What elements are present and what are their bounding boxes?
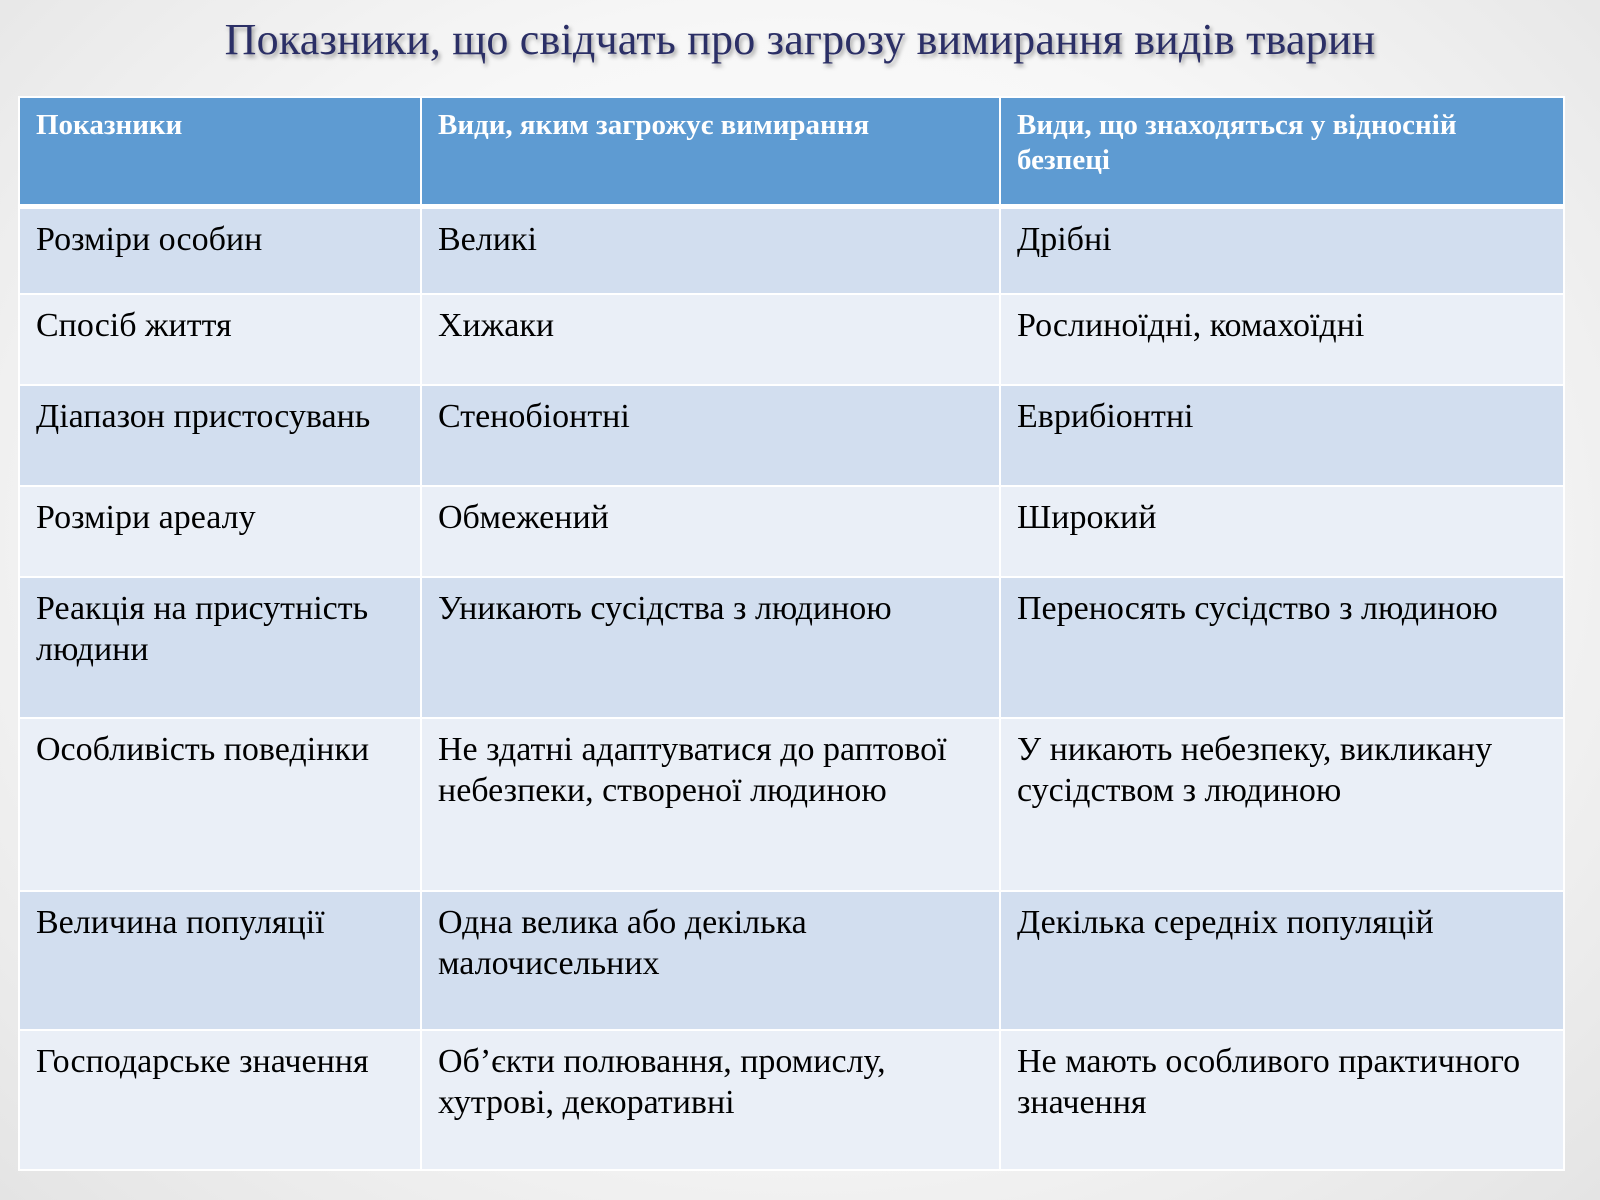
endangered-cell: Великі (421, 206, 1000, 294)
endangered-cell: Уникають сусідства з людиною (421, 577, 1000, 718)
table-row (19, 718, 1564, 891)
safe-cell: Широкий (1000, 486, 1564, 577)
endangered-cell: Стенобіонтні (421, 385, 1000, 486)
table-row (19, 486, 1564, 577)
safe-cell: Еврибіонтні (1000, 385, 1564, 486)
table-row (19, 891, 1564, 1030)
endangered-cell: Одна велика або декілька малочисельних (421, 891, 1000, 1030)
comparison-table (18, 96, 1565, 1171)
indicator-cell: Спосіб життя (19, 294, 421, 385)
slide-title: Показники, що свідчать про загрозу вимирання видів тварин (224, 15, 1376, 64)
table-row (19, 206, 1564, 294)
indicator-cell: Особливість поведінки (19, 718, 421, 891)
table-header-row (19, 97, 1564, 206)
indicator-cell: Розміри ареалу (19, 486, 421, 577)
indicator-cell: Реакція на присутність людини (19, 577, 421, 718)
safe-cell: Рослиноїдні, комахоїдні (1000, 294, 1564, 385)
header-indicators: Показники (19, 97, 421, 206)
safe-cell: Дрібні (1000, 206, 1564, 294)
safe-cell: У никають небезпеку, викликану сусідством з людиною (1000, 718, 1564, 891)
endangered-cell: Обмежений (421, 486, 1000, 577)
table-row (19, 577, 1564, 718)
safe-cell: Декілька середніх популяцій (1000, 891, 1564, 1030)
indicator-cell: Величина популяції (19, 891, 421, 1030)
table-row (19, 1030, 1564, 1170)
table-row (19, 294, 1564, 385)
indicator-cell: Розміри особин (19, 206, 421, 294)
indicator-cell: Діапазон пристосувань (19, 385, 421, 486)
endangered-cell: Хижаки (421, 294, 1000, 385)
endangered-cell: Об’єкти полювання, промислу, хутрові, декоративні (421, 1030, 1000, 1170)
safe-cell: Не мають особливого практичного значення (1000, 1030, 1564, 1170)
safe-cell: Переносять сусідство з людиною (1000, 577, 1564, 718)
indicator-cell: Господарське значення (19, 1030, 421, 1170)
table-row (19, 385, 1564, 486)
header-endangered-species: Види, яким загрожує вимирання (421, 97, 1000, 206)
endangered-cell: Не здатні адаптуватися до раптової небезпеки, створеної людиною (421, 718, 1000, 891)
header-safe-species: Види, що знаходяться у відносній безпеці (1000, 97, 1564, 206)
